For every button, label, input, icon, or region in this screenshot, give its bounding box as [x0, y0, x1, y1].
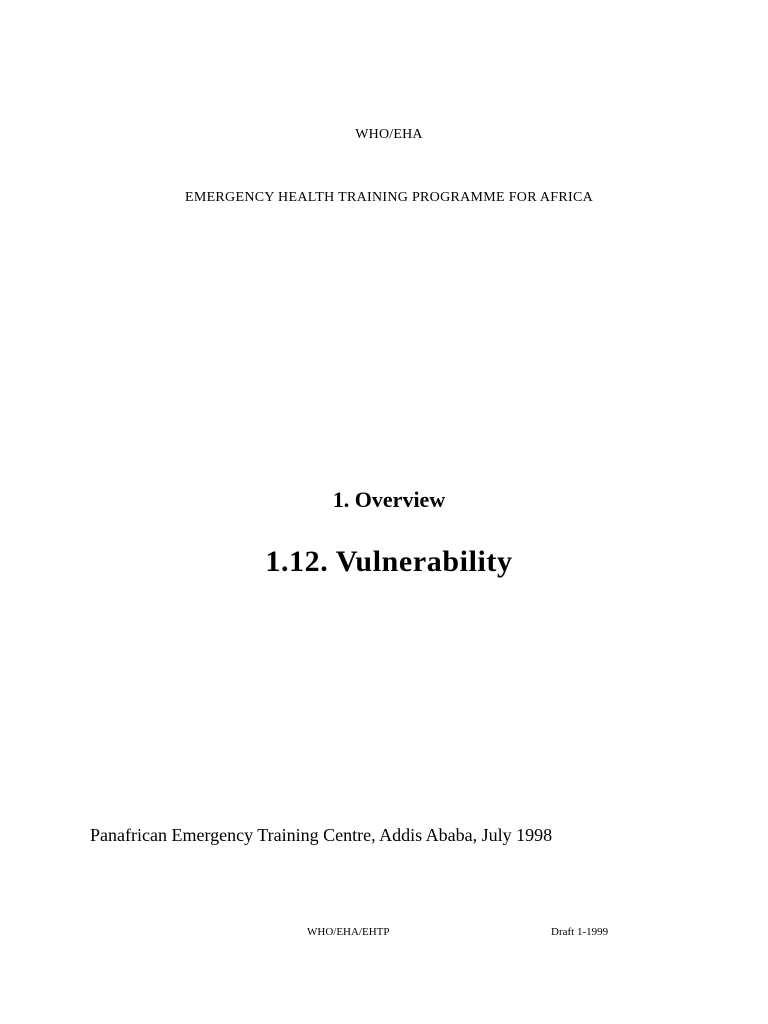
programme-title: EMERGENCY HEALTH TRAINING PROGRAMME FOR AFRICA: [184, 190, 594, 205]
module-title: 1.12. Vulnerability: [265, 545, 513, 578]
footer-document-code: WHO/EHA/EHTP: [307, 926, 390, 938]
footer-draft-label: Draft 1-1999: [551, 926, 609, 938]
section-heading: 1. Overview: [332, 487, 446, 512]
organization-header: WHO/EHA: [355, 127, 423, 142]
imprint-line: Panafrican Emergency Training Centre, Addis Ababa, July 1998: [90, 825, 553, 845]
